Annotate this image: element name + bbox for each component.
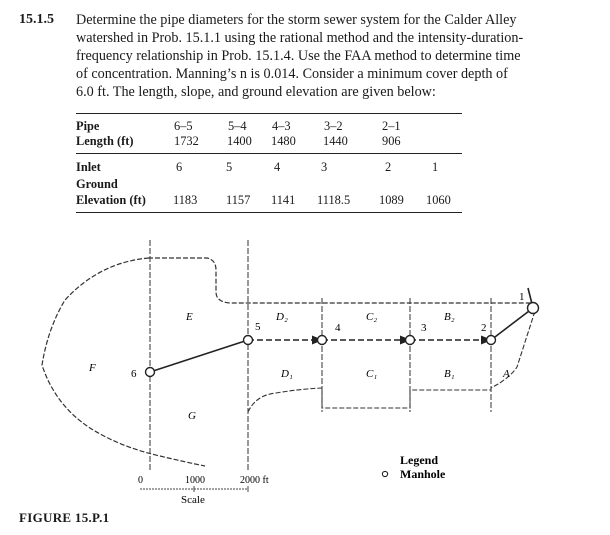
figure-caption: FIGURE 15.P.1	[19, 510, 110, 525]
manhole-label: 6	[131, 368, 137, 380]
inlet-id: 4	[274, 160, 281, 174]
manhole-1	[528, 303, 539, 314]
ground-elevation: 1118.5	[317, 193, 351, 207]
ground-elevation: 1089	[379, 193, 404, 207]
inlet-header: Inlet	[76, 160, 101, 174]
elevation-header: Elevation (ft)	[76, 193, 146, 207]
scale-tick-label: 2000 ft	[240, 475, 269, 486]
subarea-label: A	[503, 368, 510, 380]
manhole-5	[244, 336, 253, 345]
pipe-header: Pipe	[76, 119, 100, 133]
legend-manhole-icon	[382, 471, 387, 476]
ground-elevation: 1141	[271, 193, 296, 207]
pipe-length: 1732	[174, 134, 199, 148]
manhole-label: 5	[255, 321, 261, 333]
scale-tick-label: 0	[138, 475, 143, 486]
manhole-6	[146, 368, 155, 377]
pipe-id: 5–4	[228, 119, 247, 133]
subarea-label: C₁	[366, 368, 378, 380]
pipe-6-5	[150, 340, 248, 372]
inlet-id: 5	[226, 160, 233, 174]
pipe-length: 906	[382, 134, 401, 148]
inlet-id: 6	[176, 160, 183, 174]
manhole-label: 1	[519, 291, 525, 303]
scale-label: Scale	[181, 494, 205, 506]
manhole-label: 3	[421, 322, 427, 334]
problem-number: 15.1.5	[19, 12, 54, 27]
watershed-boundary	[42, 258, 532, 466]
subarea-label: D₂	[276, 311, 288, 323]
subarea-label: G	[188, 410, 196, 422]
subarea-boundary-lower	[248, 311, 535, 412]
pipe-id: 3–2	[324, 119, 343, 133]
length-header: Length (ft)	[76, 134, 134, 148]
legend-item: Manhole	[400, 467, 446, 481]
manhole-label: 4	[335, 322, 341, 334]
pipe-length: 1480	[271, 134, 296, 148]
subarea-label: D₁	[281, 368, 293, 380]
pipe-id: 2–1	[382, 119, 401, 133]
inlet-id: 2	[385, 160, 392, 174]
ground-elevation: 1157	[226, 193, 251, 207]
inlet-id: 3	[321, 160, 328, 174]
scale-tick-label: 1000	[185, 475, 205, 486]
subarea-label: B₂	[444, 311, 455, 323]
subarea-label: B₁	[444, 368, 455, 380]
subarea-label: F	[89, 362, 96, 374]
pipe-id: 6–5	[174, 119, 193, 133]
manhole-4	[318, 336, 327, 345]
ground-elevation: 1183	[173, 193, 198, 207]
manhole-2	[487, 336, 496, 345]
subarea-label: E	[186, 311, 193, 323]
manhole-label: 2	[481, 322, 487, 334]
statement-line: frequency relationship in Prob. 15.1.4. Use the FAA method to determine time	[76, 48, 521, 64]
statement-line: of concentration. Manning’s n is 0.014. Consider a minimum cover depth of	[76, 66, 508, 82]
legend-title: Legend	[400, 453, 439, 467]
pipe-length: 1440	[323, 134, 348, 148]
inlet-id: 1	[432, 160, 439, 174]
statement-line: 6.0 ft. The length, slope, and ground elevation are given below:	[76, 84, 436, 100]
statement-line: Determine the pipe diameters for the storm sewer system for the Calder Alley	[76, 12, 517, 28]
pipe-length: 1400	[227, 134, 252, 148]
subarea-label: C₂	[366, 311, 378, 323]
pipe-id: 4–3	[272, 119, 291, 133]
manhole-3	[406, 336, 415, 345]
statement-line: watershed in Prob. 15.1.1 using the rational method and the intensity-duration-	[76, 30, 524, 46]
ground-elevation: 1060	[426, 193, 451, 207]
ground-header: Ground	[76, 177, 118, 191]
